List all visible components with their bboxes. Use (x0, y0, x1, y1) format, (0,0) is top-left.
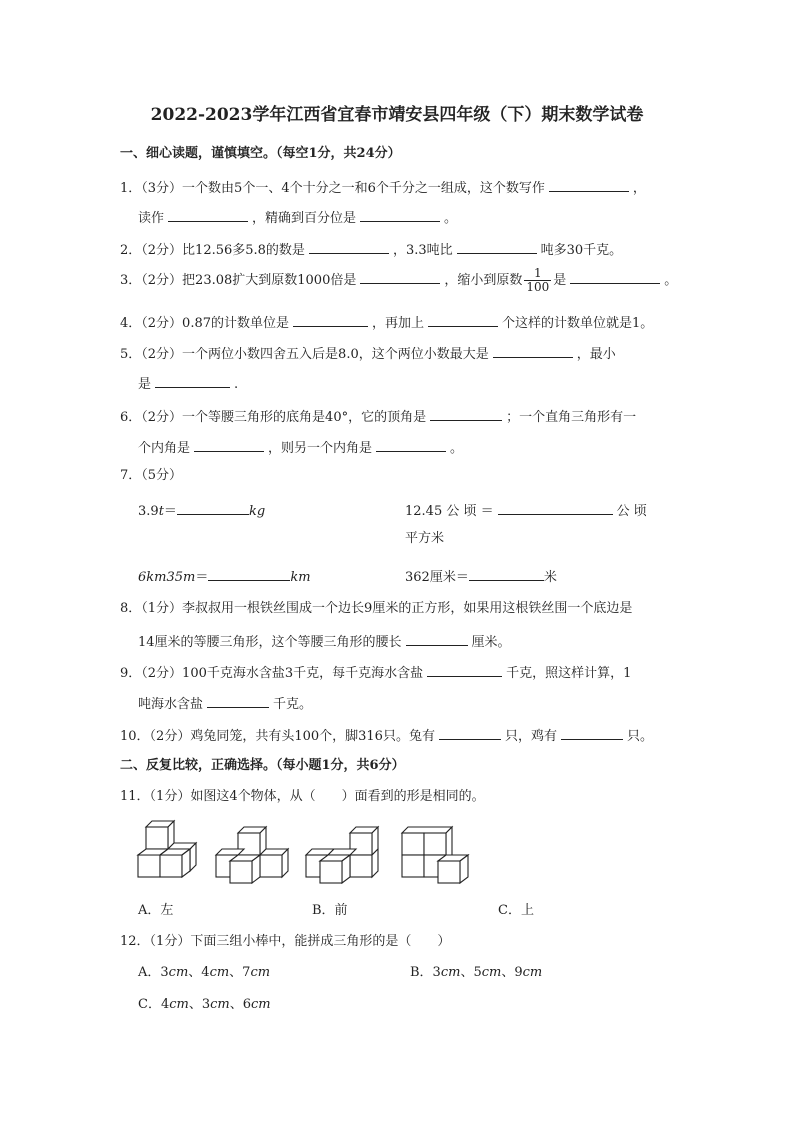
q7-text: 3.9 (138, 504, 159, 519)
question-3-text: 。 (664, 273, 678, 288)
question-9-text: 千克。 (273, 697, 313, 712)
option-unit: cm (440, 965, 461, 980)
q7-text: 12.45 公 顷 ＝ (405, 504, 494, 519)
q7-unit: km (290, 570, 311, 585)
question-9-text: 千克，照这样计算，1 (506, 666, 632, 681)
option-text: 、7 (229, 965, 251, 980)
question-10-text: 10．（2分）鸡兔同笼，共有头100个，脚316只。兔有 (120, 729, 435, 744)
option-unit: cm (251, 997, 271, 1012)
option-text: 、9 (501, 965, 523, 980)
question-9-text: 9．（2分）100千克海水含盐3千克，每千克海水含盐 (120, 666, 424, 681)
option-text: A．3 (138, 965, 169, 980)
question-1-text: ，精确到百分位是 (252, 211, 357, 226)
question-12-text: 12．（1分）下面三组小棒中，能拼成三角形的是（ ） (120, 934, 451, 949)
question-2-text: ，3.3吨比 (392, 243, 453, 258)
q7-text: 公 顷 (616, 504, 647, 519)
question-10-text: 只，鸡有 (504, 729, 557, 744)
cube-figure-3 (306, 827, 378, 883)
q7-text: ＝ (195, 570, 209, 585)
option-a[interactable]: A．左 (138, 903, 174, 918)
cube-figure-4 (402, 827, 468, 883)
question-8-text: 厘米。 (471, 635, 511, 650)
option-unit: cm (522, 965, 543, 980)
option-a[interactable] (138, 964, 270, 982)
question-5-text: 是 (138, 377, 152, 392)
question-3-text: ，缩小到原数 (444, 273, 523, 288)
cube-figure-2 (216, 827, 288, 883)
question-1-text: ， (632, 181, 646, 196)
question-4-text: 个这样的计数单位就是1。 (502, 316, 654, 331)
question-6-text: 6．（2分）一个等腰三角形的底角是40°，它的顶角是 (120, 410, 427, 425)
question-7-item-2-unit: 平方米 (405, 531, 445, 546)
page-title: 2022-2023学年江西省宜春市靖安县四年级（下）期末数学试卷 (150, 105, 644, 125)
question-6-text: ；一个直角三角形有一 (506, 410, 637, 425)
question-5-text: 5．（2分）一个两位小数四舍五入后是8.0，这个两位小数最大是 (120, 347, 489, 362)
option-unit: cm (250, 965, 271, 980)
option-unit: cm (481, 965, 502, 980)
option-b[interactable]: B．前 (312, 903, 348, 918)
option-text: B．3 (410, 965, 441, 980)
question-6-text: 个内角是 (138, 441, 191, 456)
section-1-heading: 一、细心读题，谨慎填空。（每空1分，共24分） (120, 146, 401, 161)
option-text: 、6 (229, 997, 251, 1012)
question-1-text: 1．（3分）一个数由5个一、4个十分之一和6个千分之一组成，这个数写作 (120, 181, 545, 196)
question-5-text: ，最小 (576, 347, 616, 362)
question-10-text: 只。 (626, 729, 653, 744)
question-3-text: 是 (553, 273, 567, 288)
question-4-text: 4．（2分）0.87的计数单位是 (120, 316, 289, 331)
q7-text: 6 (138, 570, 147, 585)
q7-unit: t (158, 504, 164, 519)
cube-figure-1 (138, 821, 196, 877)
option-b[interactable] (410, 964, 542, 982)
option-unit: cm (168, 965, 189, 980)
q7-text: 362厘米＝ (405, 570, 469, 585)
section-2-heading: 二、反复比较，正确选择。（每小题1分，共6分） (120, 758, 405, 773)
option-text: 、5 (460, 965, 482, 980)
q7-unit: kg (248, 504, 266, 519)
fraction-numerator: 1 (524, 267, 551, 281)
question-4-text: ，再加上 (372, 316, 425, 331)
fraction-denominator: 100 (526, 280, 550, 294)
option-unit: cm (209, 965, 230, 980)
q7-text: ＝ (163, 504, 177, 519)
option-unit: cm (169, 997, 189, 1012)
question-1-text: 。 (444, 211, 458, 226)
question-6-text: 。 (450, 441, 464, 456)
option-text: 、4 (188, 965, 210, 980)
question-9-text: 吨海水含盐 (138, 697, 204, 712)
q7-text: 米 (543, 570, 557, 585)
question-5-text: . (234, 377, 239, 392)
question-11-text: 11．（1分）如图这4个物体，从（ ）面看到的形是相同的。 (120, 789, 485, 804)
question-6-text: ，则另一个内角是 (268, 441, 373, 456)
option-c[interactable] (138, 996, 271, 1014)
q7-text: 35 (166, 570, 184, 585)
question-3-text: 3．（2分）把23.08扩大到原数1000倍是 (120, 273, 357, 288)
question-1-text: 读作 (138, 211, 165, 226)
question-8-line-1: 8．（1分）李叔叔用一根铁丝围成一个边长9厘米的正方形，如果用这根铁丝围一个底边是 (120, 601, 633, 616)
option-c[interactable]: C．上 (498, 903, 534, 918)
question-7-heading: 7．（5分） (120, 468, 183, 483)
option-text: 、3 (188, 997, 211, 1012)
q7-unit: km (146, 570, 167, 585)
question-2-text: 2．（2分）比12.56多5.8的数是 (120, 243, 305, 258)
question-2-text: 吨多30千克。 (540, 243, 623, 258)
option-text: C．4 (138, 997, 170, 1012)
q7-unit: m (183, 570, 196, 585)
option-unit: cm (210, 997, 230, 1012)
question-8-text: 14厘米的等腰三角形，这个等腰三角形的腰长 (138, 635, 402, 650)
